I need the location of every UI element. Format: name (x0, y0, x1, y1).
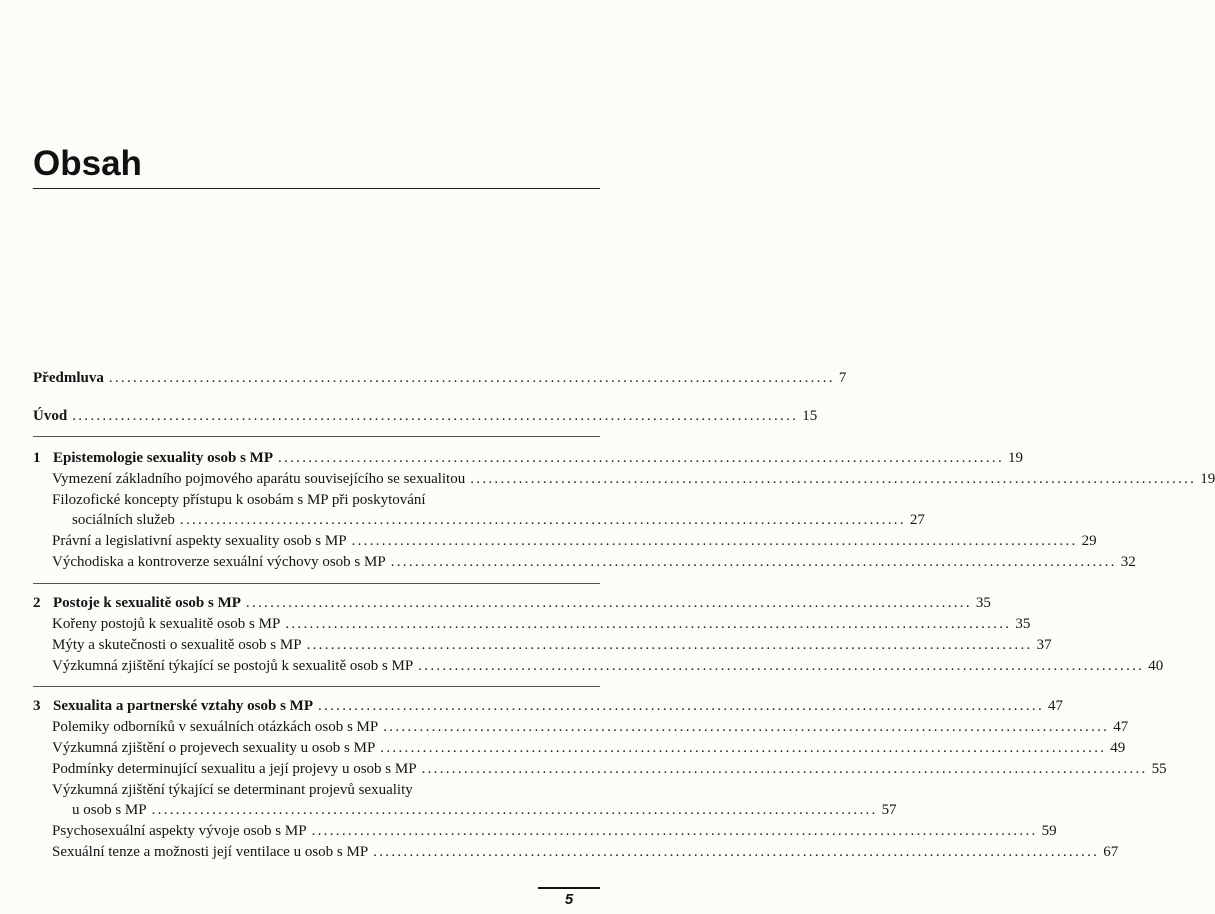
section-divider (33, 583, 600, 584)
toc-entry-page: 15 (802, 408, 818, 424)
toc-entry-page: 55 (1151, 761, 1167, 777)
dot-leader: ........................................................................................................................ (285, 616, 1012, 632)
toc-entry-predmluva[interactable] (33, 368, 847, 388)
toc-entry-page: 40 (1148, 658, 1164, 674)
dot-leader: ........................................................................................................................ (380, 740, 1107, 756)
dot-leader: ........................................................................................................................ (318, 698, 1044, 714)
toc-entry-page: 57 (881, 802, 897, 818)
toc-entry-page: 29 (1081, 533, 1097, 549)
dot-leader: ........................................................................................................................ (421, 761, 1148, 777)
toc-entry-label: Polemiky odborníků v sexuálních otázkách osob s MP (52, 719, 379, 735)
toc-entry-label: Právní a legislativní aspekty sexuality osob s MP (52, 533, 347, 549)
toc-subentry[interactable] (52, 759, 1167, 779)
toc-entry-page: 67 (1103, 844, 1119, 860)
toc-subentry[interactable] (52, 614, 1031, 634)
toc-entry-page: 47 (1113, 719, 1129, 735)
toc-entry-label: Úvod (33, 408, 68, 424)
toc-entry-label: Postoje k sexualitě osob s MP (53, 595, 241, 611)
toc-entry-page: 47 (1048, 698, 1063, 714)
dot-leader: ........................................................................................................................ (72, 408, 799, 424)
toc-subentry[interactable] (52, 717, 1129, 737)
toc-entry-page: 19 (1200, 471, 1215, 487)
toc-chapter-2[interactable] (33, 593, 991, 613)
chapter-number: 3 (33, 698, 41, 714)
toc-entry-label: Epistemologie sexuality osob s MP (53, 450, 273, 466)
toc-entry-label: Výzkumná zjištění týkající se postojů k sexualitě osob s MP (52, 658, 414, 674)
toc-entry-label: Sexuální tenze a možnosti její ventilace u osob s MP (52, 844, 369, 860)
dot-leader: ........................................................................................................................ (179, 512, 906, 528)
page-number-rule (538, 887, 600, 889)
toc-entry-page: 32 (1120, 554, 1136, 570)
toc-subentry[interactable] (52, 469, 1215, 489)
toc-subentry-line[interactable]: Výzkumná zjištění týkající se determinant projevů sexuality (52, 782, 413, 798)
toc-entry-label: sociálních služeb (72, 512, 175, 528)
toc-subentry[interactable] (52, 842, 1119, 862)
toc-entry-label: Sexualita a partnerské vztahy osob s MP (53, 698, 313, 714)
toc-entry-uvod[interactable] (33, 406, 818, 426)
dot-leader: ........................................................................................................................ (390, 554, 1117, 570)
dot-leader: ........................................................................................................................ (278, 450, 1004, 466)
dot-leader: ........................................................................................................................ (418, 658, 1145, 674)
dot-leader: ........................................................................................................................ (373, 844, 1100, 860)
dot-leader: ........................................................................................................................ (383, 719, 1110, 735)
section-divider (33, 436, 600, 437)
dot-leader: ........................................................................................................................ (311, 823, 1038, 839)
toc-entry-label: u osob s MP (72, 802, 147, 818)
toc-entry-label: Vymezení základního pojmového aparátu souvisejícího se sexualitou (52, 471, 466, 487)
toc-subentry[interactable] (52, 821, 1057, 841)
toc-subentry[interactable] (72, 510, 925, 530)
toc-subentry[interactable] (52, 635, 1052, 655)
dot-leader: ........................................................................................................................ (470, 471, 1197, 487)
toc-subentry[interactable] (52, 738, 1126, 758)
toc-chapter-1[interactable] (33, 448, 1023, 468)
chapter-number: 2 (33, 595, 41, 611)
toc-chapter-3[interactable] (33, 696, 1063, 716)
page-number: 5 (564, 891, 574, 908)
toc-entry-label: Podmínky determinující sexualitu a její projevy u osob s MP (52, 761, 417, 777)
toc-entry-label: Předmluva (33, 370, 104, 386)
toc-entry-label: Psychosexuální aspekty vývoje osob s MP (52, 823, 307, 839)
toc-entry-page: 49 (1110, 740, 1126, 756)
toc-subentry[interactable] (52, 531, 1097, 551)
toc-entry-page: 37 (1036, 637, 1052, 653)
toc-entry-label: Výzkumná zjištění o projevech sexuality u osob s MP (52, 740, 376, 756)
toc-subentry[interactable] (72, 800, 897, 820)
chapter-number: 1 (33, 450, 41, 466)
toc-entry-page: 35 (1015, 616, 1031, 632)
dot-leader: ........................................................................................................................ (306, 637, 1033, 653)
dot-leader: ........................................................................................................................ (351, 533, 1078, 549)
title-rule (33, 188, 600, 189)
page-title: Obsah (33, 144, 142, 183)
toc-entry-page: 19 (1008, 450, 1023, 466)
toc-subentry[interactable] (52, 552, 1136, 572)
toc-entry-page: 35 (975, 595, 991, 611)
toc-entry-label: Východiska a kontroverze sexuální výchovy osob s MP (52, 554, 386, 570)
toc-entry-label: Kořeny postojů k sexualitě osob s MP (52, 616, 281, 632)
dot-leader: ........................................................................................................................ (151, 802, 878, 818)
dot-leader: ........................................................................................................................ (108, 370, 835, 386)
toc-subentry[interactable] (52, 656, 1164, 676)
dot-leader: ........................................................................................................................ (245, 595, 972, 611)
section-divider (33, 686, 600, 687)
toc-entry-page: 27 (909, 512, 925, 528)
toc-entry-page: 59 (1041, 823, 1057, 839)
toc-subentry-line[interactable]: Filozofické koncepty přístupu k osobám s MP při poskytování (52, 492, 426, 508)
toc-entry-label: Mýty a skutečnosti o sexualitě osob s MP (52, 637, 302, 653)
toc-entry-page: 7 (838, 370, 847, 386)
